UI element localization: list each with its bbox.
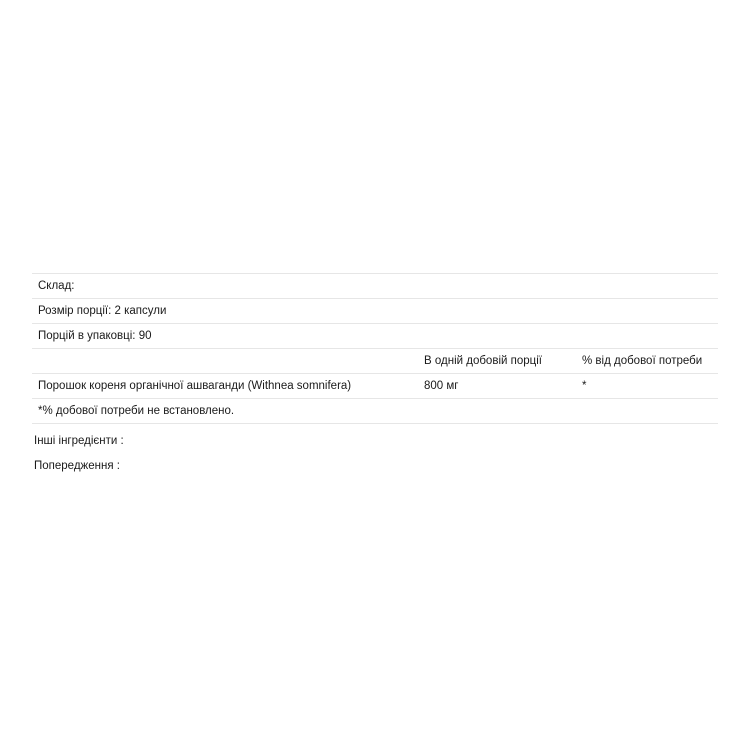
ingredient-amount: 800 мг [418,374,576,399]
serving-size: Розмір порції: 2 капсули [32,299,718,324]
daily-value-header: % від добової потреби [576,349,718,374]
composition-label: Склад: [32,274,718,299]
table-header-row [32,349,718,374]
composition-row [32,274,718,299]
warnings-label: Попередження : [34,460,120,472]
footnote-row [32,399,718,424]
supplement-facts-table [32,273,718,424]
serving-size-row [32,299,718,324]
other-ingredients-label: Інші інгредієнти : [34,435,124,447]
servings-per-container-row [32,324,718,349]
servings-per-container: Порцій в упаковці: 90 [32,324,718,349]
ingredient-daily-value: * [576,374,718,399]
ingredient-name: Порошок кореня органічної ашваганди (Withnea somnifera) [32,374,418,399]
amount-header: В одній добовій порції [418,349,576,374]
ingredient-header-empty [32,349,418,374]
daily-value-footnote: *% добової потреби не встановлено. [32,399,718,424]
table-row [32,374,718,399]
